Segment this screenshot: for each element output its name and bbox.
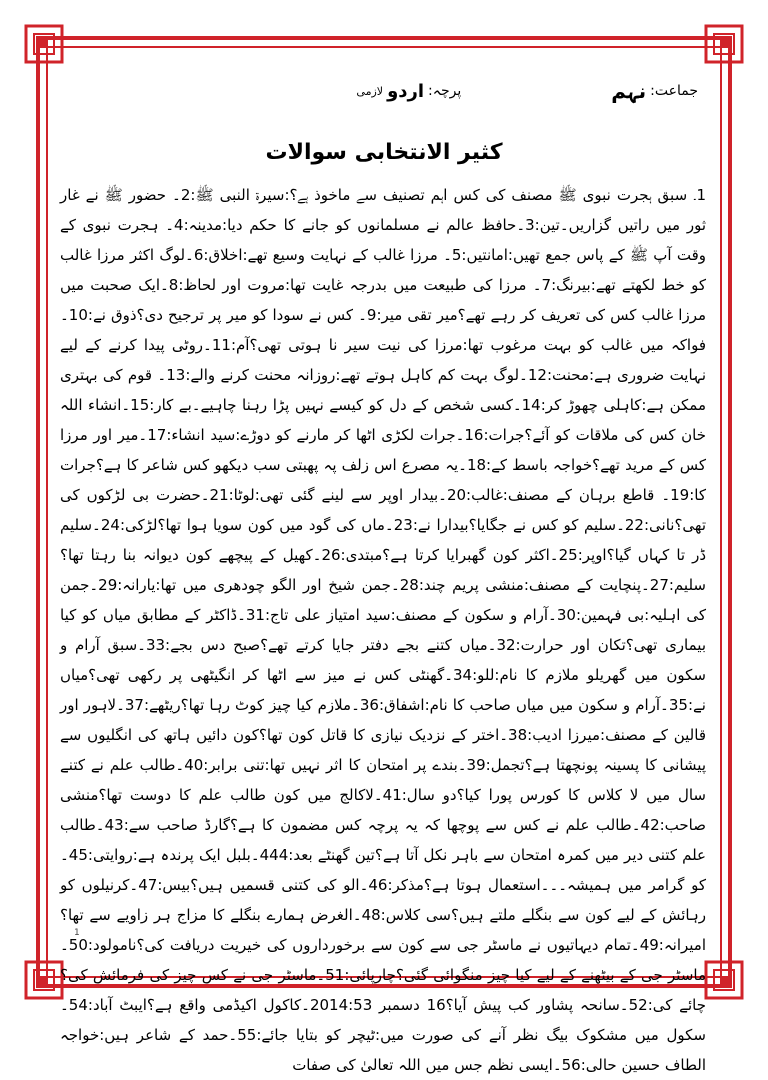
class-label: جماعت: xyxy=(650,83,698,99)
corner-ornament-bottom-left xyxy=(24,960,64,1000)
document-header xyxy=(70,76,698,106)
subject-note: لازمی xyxy=(356,84,384,98)
corner-ornament-top-right xyxy=(704,24,744,64)
page-title: کثیر الانتخابی سوالات xyxy=(265,140,503,165)
subject-value: اردو xyxy=(387,80,425,102)
class-value: نہم xyxy=(611,79,647,103)
subject-label: پرچہ: xyxy=(428,83,462,99)
page-number: 1 xyxy=(74,928,80,938)
corner-ornament-bottom-right xyxy=(704,960,744,1000)
corner-ornament-top-left xyxy=(24,24,64,64)
mcq-body-text: 1۔ سبق ہجرت نبوی ﷺ مصنف کی کس اہم تصنیف سے ماخوذ ہے؟:سیرۃ النبی ﷺ:2۔ حضور ﷺ نے غار ثور میں راتیں گزاریں۔تین:3۔حافظ عالم نے مسلمانوں کو جانے کا حکم دیا:مدینہ:4۔ ہجرت نبوی کے وقت آپ ﷺ کے پاس جمع تھیں:امانتیں:5۔ مرزا غالب کے نہایت وسیع تھے:اخلاق:6۔لوگ اکثر مرزا غالب کو خط لکھتے تھے:بیرنگ:7۔ مرزا کی طبیعت میں بدرجہ غایت تھا:مروت اور لحاظ:8۔ایک صحبت میں مرزا غالب کس کی تعریف کر رہے تھے؟میر تقی میر:9۔ کس نے سودا کو میر پر ترجیح دی؟ذوق نے:10۔فواکہ میں غالب کو بہت مرغوب تھا:مرزا کی نیت سیر نا ہوتی تھی؟آم:11۔روٹی پیدا کرنے کے لیے نہایت ضروری ہے:محنت:12۔لوگ بہت کم کاہل ہوتے تھے:روزانہ محنت کرنے والے:13۔ قوم کی بہتری ممکن ہے:کاہلی چھوڑ کر:14۔کسی شخص کے دل کو کیسے نہیں پڑا رہنا چاہیے۔بے کار:15۔انشاء اللہ خان کس کی ملاقات کو آئے؟جرات:16۔جرات لکڑی اٹھا کر مارنے کو دوڑے:سید انشاء:17۔میر اور مرزا کس کے مرید تھے؟خواجہ باسط کے:18۔یہ مصرع اس زلف پہ پھبتی سب دیکھو کس شاعر کا ہے؟جرات کا:19۔ قاطع برہان کے مصنف:غالب:20۔بیدار اوپر سے لینے گئی تھی:لوٹا:21۔حضرت بی لڑکوں کی تھی؟نانی:22۔سلیم کو کس نے جگایا؟بیدارا نے:23۔ماں کی گود میں کون سویا ہوا تھا؟لڑکی:24۔سلیم ڈر تا کہاں گیا؟اوپر:25۔اکثر کون گھبرایا کرتا ہے؟مبتدی:26۔کھیل کے پیچھے کون دیوانہ بنا رہتا تھا؟سلیم:27۔پنچایت کے مصنف:منشی پریم چند:28۔جمن شیخ اور الگو چودھری میں تھا:یارانہ:29۔جمن کی اہلیہ:بی فہمین:30۔آرام و سکون کے مصنف:سید امتیاز علی تاج:31۔ڈاکٹر کے مطابق میاں کو کیا بیماری تھی؟تکان اور حرارت:32۔میاں کتنے بجے دفتر جایا کرتے تھے؟صبح دس بجے:33۔سبق آرام و سکون میں گھریلو ملازم کا نام:للو:34۔گھنٹی کس نے میز سے اٹھا کر انگیٹھی پر رکھی تھی؟میاں نے:35۔آرام و سکون میں میاں صاحب کا نام:اشفاق:36۔ملازم کیا چیز کوٹ رہا تھا؟ریٹھے:37۔لاہور اور قالین کے مصنف:میرزا ادیب:38۔اختر کے نزدیک نیازی کا قاتل کون تھا؟کون دائیں ہاتھ کی انگلیوں سے پیشانی کا پسینہ پونچھتا ہے؟تجمل:39۔بندے پر امتحان کا اثر نہیں تھا:تنی برابر:40۔طالب علم نے کتنے سال میں لا کلاس کا کورس پورا کیا؟دو سال:41۔لاکالج میں کون طالب علم کا دوست تھا؟منشی صاحب:42۔طالب علم نے کس سے پوچھا کہ یہ پرچہ کس مضمون کا ہے؟گارڈ صاحب سے:43۔طالب علم کتنی دیر میں کمرہ امتحان سے باہر نکل آتا ہے؟تین گھنٹے بعد:444۔بلبل ایک پرندہ ہے:روایتی:45۔کو گرامر میں ہمیشہ۔۔۔استعمال ہوتا ہے؟مذکر:46۔الو کی کتنی قسمیں ہیں؟بیس:47۔کرنیلوں کو رہائش کے لیے کون سے بنگلے ملتے ہیں؟سی کلاس:48۔الغرض ہمارے بنگلے کا مزاج ہر زاویے سے تھا؟امیرانہ:49۔تمام دیہاتیوں نے ماسٹر جی سے کون سے برخورداروں کی خیریت دریافت کی؟نامولود:50۔ماسٹر جی کے بیٹھنے کے لیے کیا چیز منگوائی گئی؟چارپائی:51۔ماسٹر جی نے کس چیز کی فرمائش کی؟چائے کی:52۔سانحہ پشاور کب پیش آیا؟16 دسمبر 2014:53۔کاکول اکیڈمی واقع ہے؟ایبٹ آباد:54۔سکول میں مشکوک بیگ نظر آنے کی صورت میں:ٹیچر کو بتایا جائے:55۔حمد کے شاعر ہیں:خواجہ الطاف حسین حالی:56۔ایسی نظم جس میں اللہ تعالیٰ کی صفات xyxy=(60,186,707,1074)
